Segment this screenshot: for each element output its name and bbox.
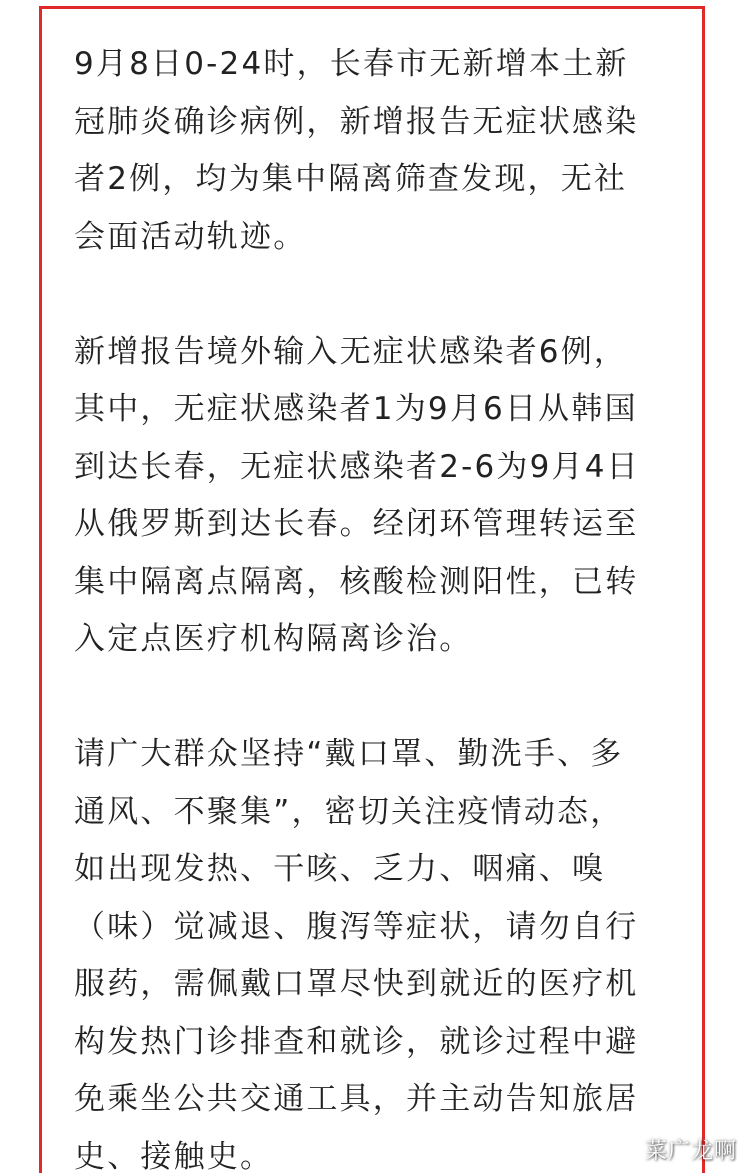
- paragraph-local-cases: 9月8日0-24时，长春市无新增本土新 冠肺炎确诊病例，新增报告无症状感染 者2例，均为集中隔离筛查发现，无社 会面活动轨迹。: [74, 46, 639, 255]
- paragraph-public-advice: 请广大群众坚持“戴口罩、勤洗手、多 通风、不聚集”，密切关注疫情动态， 如出现发热、干咳、乏力、咽痛、嗅 （味）觉减退、腹泻等症状，请勿自行 服药，需佩戴口罩尽快到就近的医疗机 构发热门诊排查和就诊，就诊过程中避 免乘坐公共交通工具，并主动告知旅居 史、接触史。: [74, 736, 639, 1173]
- watermark-text: 菜广龙啊: [644, 1139, 737, 1164]
- paragraph-imported-cases: 新增报告境外输入无症状感染者6例， 其中，无症状感染者1为9月6日从韩国 到达长春，无症状感染者2-6为9月4日 从俄罗斯到达长春。经闭环管理转运至 集中隔离点隔离，核酸检测阳性，已转 入定点医疗机构隔离诊治。: [74, 333, 640, 657]
- article-body: [74, 36, 674, 1173]
